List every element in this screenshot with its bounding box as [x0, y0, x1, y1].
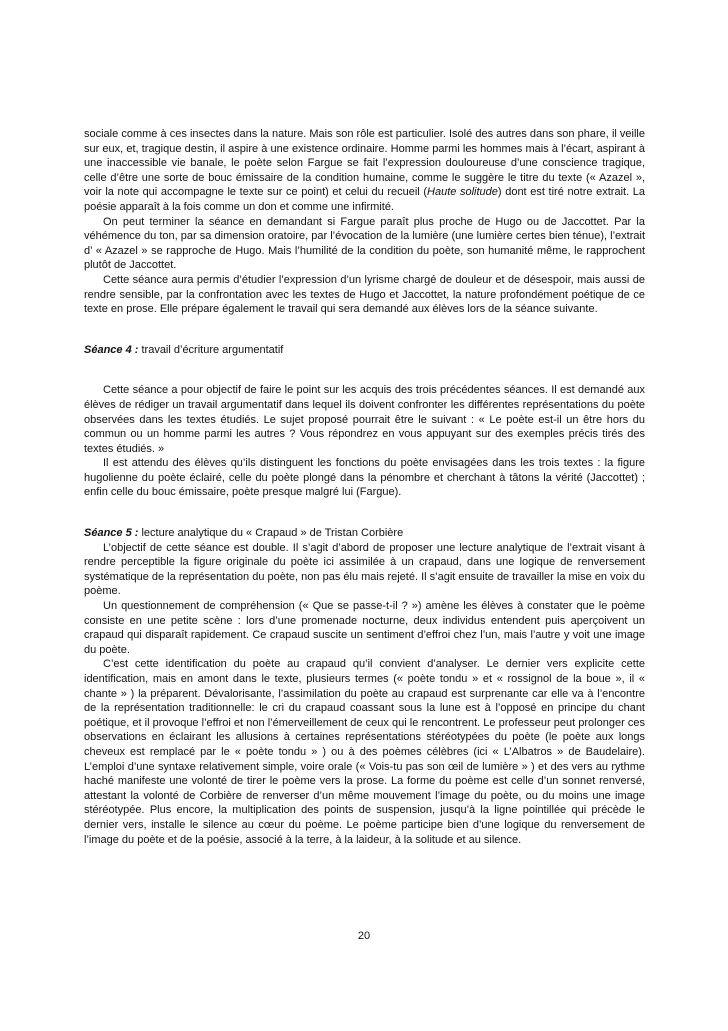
section-heading-seance-5: [84, 526, 645, 541]
book-title: Haute solitude: [427, 186, 498, 199]
section-label: Séance 4 :: [84, 343, 139, 356]
paragraph-seance5-objective: L’objectif de cette séance est double. Il s’agit d’abord de proposer une lecture analytique de l’extrait visant à rendre perceptible la figure originale du poète ici assimilée à un crapaud, dans une logique de renversement systématique de la représentation du poète, non pas élu mais rejeté. Il s’agit ensuite de travailler la mise en voix du poème.: [84, 541, 645, 598]
paragraph-seance5-analysis: C’est cette identification du poète au crapaud qu’il convient d’analyser. Le dernier vers explicite cette identification, mais en amont dans le texte, plusieurs termes (« poète tondu » et « rossignol de la boue », il « chante » ) la préparent. Dévalorisante, l’assimilation du poète au crapaud est surprenante car elle va à l’encontre de la représentation traditionnelle: le cri du crapaud coassant sous la lune est à l’opposé en principe du chant poétique, et il provoque l’effroi et non l’émerveillement de ceux qui le rencontrent. Le professeur peut prolonger ces observations en éclairant les allusions à certaines représentations stéréotypées du poète (le poète aux longs cheveux est remplacé par le « poète tondu » ) ou à des poèmes célèbres (ici « L’Albatros » de Baudelaire). L’emploi d’une syntaxe relativement simple, voire orale (« Vois-tu pas son œil de lumière » ) et des vers au rythme haché manifeste une volonté de tirer le poème vers la prose. La forme du poème est celle d’un sonnet renversé, attestant la volonté de Corbière de renverser d’un même mouvement l’image du poète, ou du moins une image stéréotypée. Plus encore, la multiplication des points de suspension, jusqu’à la ligne pointillée qui précède le dernier vers, installe le silence au cœur du poème. Le poème participe bien d’une logique du renversement de l’image du poète et de la poésie, associé à la terre, à la laideur, à la solitude et au silence.: [84, 658, 645, 846]
text-run: sociale comme à ces insectes dans la nature. Mais son rôle est particulier. Isolé des autres dans son phare, il veille sur eux, et, tragique destin, il aspire à une existence ordinaire. Homme parmi les hommes mais à l’écart, aspirant à une inaccessible vie banale, le poète selon Fargue se fait l’expression douloureuse d’une conscience tragique, celle d’être une sorte de bouc émissaire de la condition humaine, comme le suggère le titre du texte (« Azazel », voir la note qui accompagne le texte sur ce point) et celui du recueil (: [84, 128, 645, 199]
paragraph-fargue-comparison: On peut terminer la séance en demandant si Fargue paraît plus proche de Hugo ou de Jaccottet. Par la véhémence du ton, par sa dimension oratoire, par l’évocation de la lumière (une lumière certes bien ténue), l’extrait d’ « Azazel » se rapproche de Hugo. Mais l’humilité de la condition du poète, son humanité même, le rapprochent plutôt de Jaccottet.: [84, 215, 645, 272]
document-page: [84, 127, 645, 847]
section-heading-seance-4: [84, 343, 645, 358]
section-title: travail d’écriture argumentatif: [138, 343, 284, 356]
section-title: lecture analytique du « Crapaud » de Tristan Corbière: [138, 527, 404, 540]
paragraph-fargue-continuation: [84, 127, 645, 215]
paragraph-seance4-expectations: Il est attendu des élèves qu’ils distinguent les fonctions du poète envisagées dans les trois textes : la figure hugolienne du poète éclairé, celle du poète plongé dans la pénombre et cherchant à tâtons la vérité (Jaccottet) ; enfin celle du bouc émissaire, poète presque malgré lui (Fargue).: [84, 457, 645, 499]
section-label: Séance 5 :: [84, 527, 139, 540]
paragraph-seance4-objective: Cette séance a pour objectif de faire le point sur les acquis des trois précédentes séances. Il est demandé aux élèves de rédiger un travail argumentatif dans lequel ils doivent confronter les différentes représentations du poète observées dans les textes étudiés. Le sujet proposé pourrait être le suivant : « Le poète est-il un être hors du commun ou un homme parmi les autres ? Vous répondrez en vous appuyant sur des exemples précis tirés des textes étudiés. »: [84, 384, 645, 455]
paragraph-seance3-conclusion: Cette séance aura permis d’étudier l’expression d’un lyrisme chargé de douleur et de désespoir, mais aussi de rendre sensible, par la confrontation avec les textes de Hugo et Jaccottet, la nature profondément poétique de ce texte en prose. Elle prépare également le travail qui sera demandé aux élèves lors de la séance suivante.: [84, 273, 645, 316]
page-number: 20: [357, 930, 371, 942]
text-run: ) dont est tiré notre extrait. La poésie apparaît à la fois comme un don et comme une infirmité.: [84, 186, 646, 213]
paragraph-seance5-questioning: Un questionnement de compréhension (« Que se passe-t-il ? ») amène les élèves à constater que le poème consiste en une petite scène : lors d’une promenade nocturne, deux individus entendent puis aperçoivent un crapaud qui disparaît rapidement. Ce crapaud suscite un sentiment d’effroi chez l’un, mais l’autre y voit une image du poète.: [84, 600, 645, 656]
